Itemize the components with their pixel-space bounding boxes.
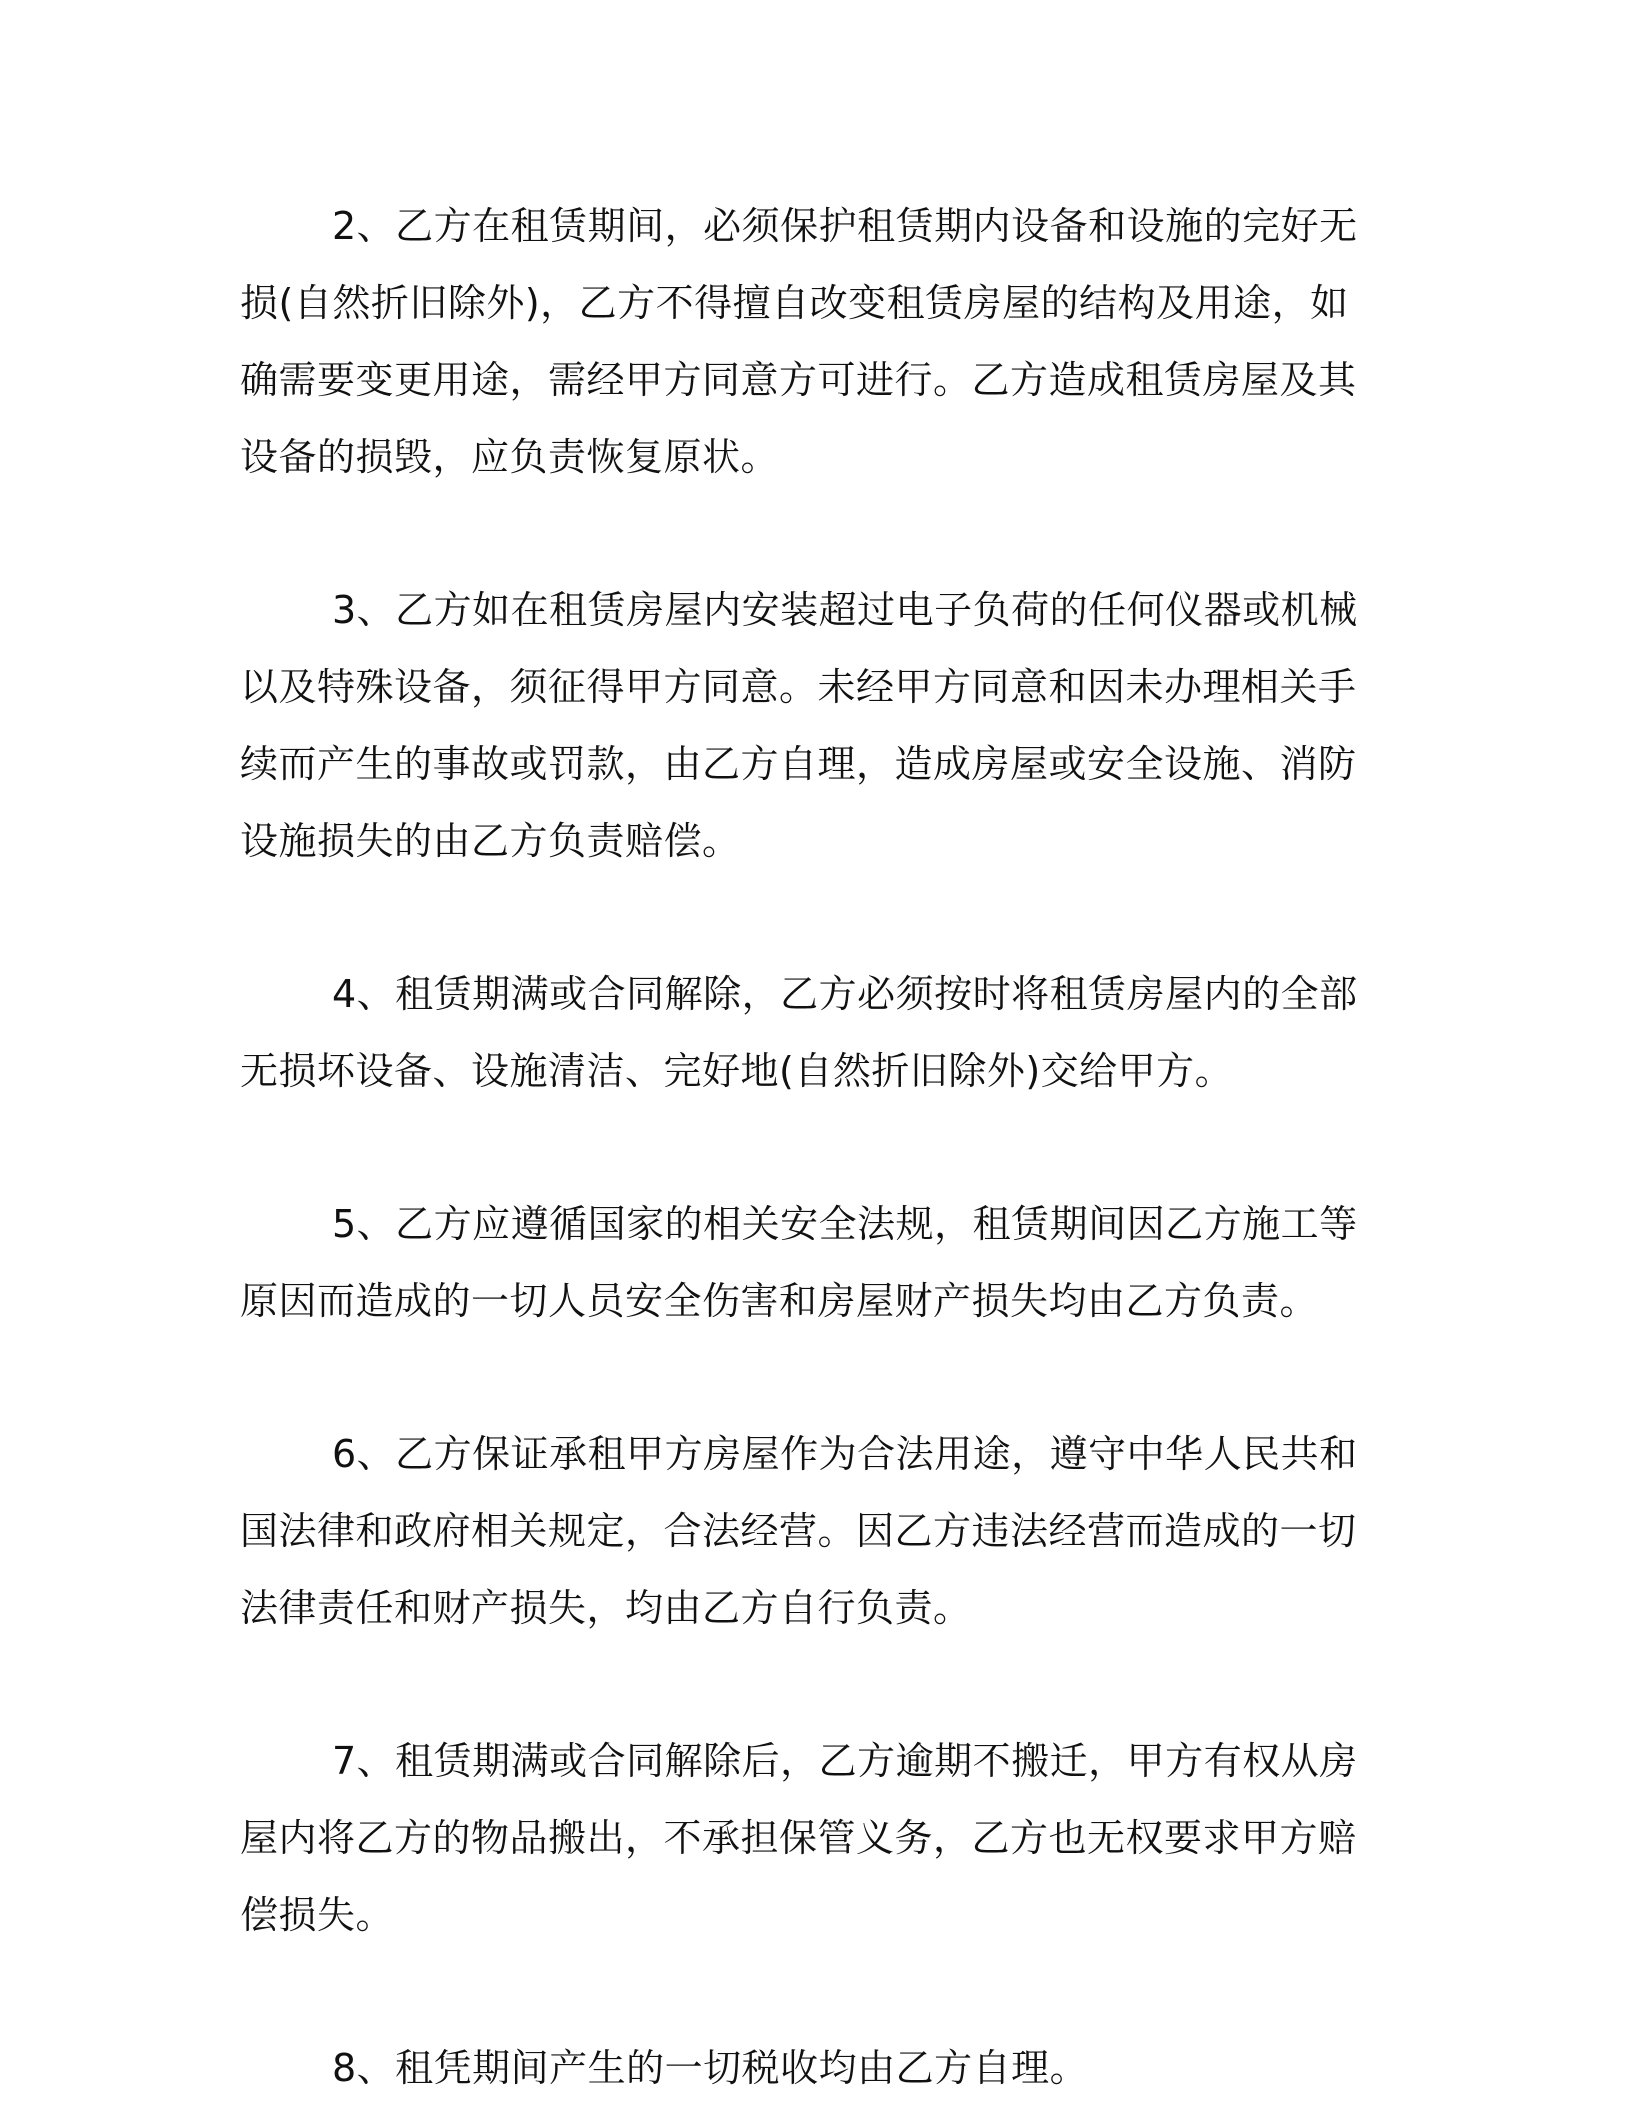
clause-3: 3、乙方如在租赁房屋内安装超过电子负荷的任何仪器或机械以及特殊设备，须征得甲方同意。未经甲方同意和因未办理相关手续而产生的事故或罚款，由乙方自理，造成房屋或安全设施、消防设施损失的由乙方负责赔偿。 (240, 588, 1358, 863)
clause-7: 7、租赁期满或合同解除后，乙方逾期不搬迁，甲方有权从房屋内将乙方的物品搬出，不承担保管义务，乙方也无权要求甲方赔偿损失。 (240, 1739, 1358, 1937)
clause-2: 2、乙方在租赁期间，必须保护租赁期内设备和设施的完好无损(自然折旧除外)，乙方不得擅自改变租赁房屋的结构及用途，如确需要变更用途，需经甲方同意方可进行。乙方造成租赁房屋及其设备的损毁，应负责恢复原状。 (240, 204, 1358, 479)
clause-6: 6、乙方保证承租甲方房屋作为合法用途，遵守中华人民共和国法律和政府相关规定，合法经营。因乙方违法经营而造成的一切法律责任和财产损失，均由乙方自行负责。 (240, 1432, 1358, 1630)
clause-list (240, 188, 1375, 2107)
clause-4: 4、租赁期满或合同解除，乙方必须按时将租赁房屋内的全部无损坏设备、设施清洁、完好地(自然折旧除外)交给甲方。 (240, 972, 1358, 1093)
clause-8: 8、租凭期间产生的一切税收均由乙方自理。 (332, 2046, 1089, 2090)
clause-5: 5、乙方应遵循国家的相关安全法规，租赁期间因乙方施工等原因而造成的一切人员安全伤害和房屋财产损失均由乙方负责。 (240, 1202, 1358, 1323)
